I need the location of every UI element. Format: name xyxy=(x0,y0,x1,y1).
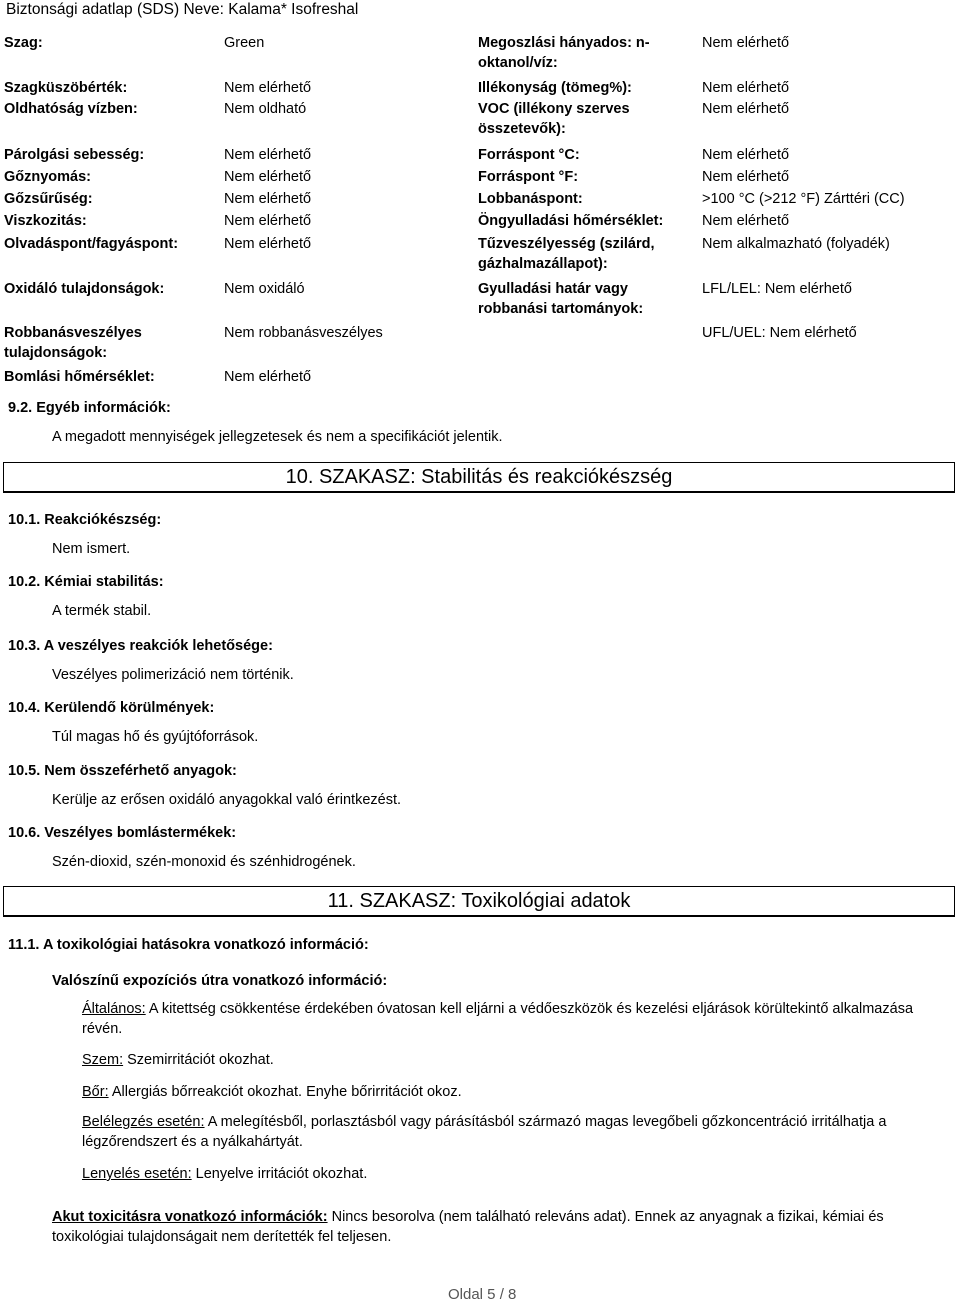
other-info-heading: 9.2. Egyéb információk: xyxy=(8,400,171,416)
exposure-heading: Valószínű expozíciós útra vonatkozó információ: xyxy=(52,973,388,989)
property-value: UFL/UEL: Nem elérhető xyxy=(702,325,857,341)
subsection-heading: 11.1. A toxikológiai hatásokra vonatkozó információ: xyxy=(8,937,369,953)
subsection-text: A termék stabil. xyxy=(52,603,152,619)
property-value: Nem elérhető xyxy=(702,147,790,163)
property-value: Nem elérhető xyxy=(224,169,312,185)
property-label: Forráspont °C: xyxy=(478,147,580,163)
subsection-heading: 10.3. A veszélyes reakciók lehetősége: xyxy=(8,638,273,654)
property-label: Párolgási sebesség: xyxy=(4,147,145,163)
subsection-heading: 10.1. Reakciókészség: xyxy=(8,512,162,528)
subsection-text: Nem ismert. xyxy=(52,541,131,557)
property-value: Nem elérhető xyxy=(224,80,312,96)
property-value: Nem elérhető xyxy=(702,169,790,185)
property-value: Nem oxidáló xyxy=(224,281,305,297)
property-value: Nem elérhető xyxy=(224,191,312,207)
exposure-item xyxy=(82,999,932,1039)
property-value: LFL/LEL: Nem elérhető xyxy=(702,281,852,297)
exposure-text: Allergiás bőrreakciót okozhat. Enyhe bőrirritációt okoz. xyxy=(111,1084,462,1100)
property-value: Nem elérhető xyxy=(702,35,790,51)
property-value: Nem elérhető xyxy=(702,101,790,117)
section-11-title: 11. SZAKASZ: Toxikológiai adatok xyxy=(327,890,631,912)
property-label: Gőzsűrűség: xyxy=(4,191,93,207)
acute-toxicity-label: Akut toxicitásra vonatkozó információk: xyxy=(52,1209,328,1225)
property-value: Nem elérhető xyxy=(224,369,312,385)
acute-toxicity-text: Nincs besorolva (nem található releváns adat). Ennek az anyagnak a fizikai, kémiai és toxikológiai tulajdonságait nem derítették fel teljesen. xyxy=(52,1209,884,1245)
property-label: Gőznyomás: xyxy=(4,169,92,185)
exposure-text: A kitettség csökkentése érdekében óvatosan kell eljárni a védőeszközök és kezelési eljárások körültekintő alkalmazása révén. xyxy=(82,1001,914,1037)
property-value: Nem robbanásveszélyes xyxy=(224,325,383,341)
exposure-label: Belélegzés esetén: xyxy=(82,1114,205,1130)
property-value: Nem oldható xyxy=(224,101,307,117)
exposure-label: Általános: xyxy=(82,1001,146,1017)
subsection-text: Kerülje az erősen oxidáló anyagokkal való érintkezést. xyxy=(52,792,402,808)
property-label: Gyulladási határ vagy robbanási tartományok: xyxy=(478,281,644,317)
property-label: Olvadáspont/fagyáspont: xyxy=(4,236,179,252)
document-title: Biztonsági adatlap (SDS) Neve: Kalama* Isofreshal xyxy=(6,1,359,18)
property-label: Robbanásveszélyes tulajdonságok: xyxy=(4,325,142,361)
property-label: Bomlási hőmérséklet: xyxy=(4,369,155,385)
property-label: Öngyulladási hőmérséklet: xyxy=(478,213,664,229)
exposure-item xyxy=(82,1164,932,1184)
property-label: Viszkozitás: xyxy=(4,213,87,229)
property-label: Illékonyság (tömeg%): xyxy=(478,80,632,96)
property-label: Lobbanáspont: xyxy=(478,191,583,207)
exposure-text: Szemirritációt okozhat. xyxy=(127,1052,274,1068)
subsection-text: Szén-dioxid, szén-monoxid és szénhidrogének. xyxy=(52,854,356,870)
subsection-heading: 10.2. Kémiai stabilitás: xyxy=(8,574,164,590)
section-11-box xyxy=(3,886,955,917)
exposure-item xyxy=(82,1050,932,1070)
other-info-text: A megadott mennyiségek jellegzetesek és nem a specifikációt jelentik. xyxy=(52,429,503,445)
acute-toxicity xyxy=(52,1207,932,1247)
property-label: Oldhatóság vízben: xyxy=(4,101,138,117)
property-label: Megoszlási hányados: n-oktanol/víz: xyxy=(478,35,650,71)
exposure-text: Lenyelve irritációt okozhat. xyxy=(195,1166,368,1182)
property-value: Nem elérhető xyxy=(702,213,790,229)
subsection-text: Túl magas hő és gyújtóforrások. xyxy=(52,729,259,745)
property-value: Nem elérhető xyxy=(224,213,312,229)
property-label: Szag: xyxy=(4,35,43,51)
page-number: Oldal 5 / 8 xyxy=(448,1286,517,1303)
exposure-label: Bőr: xyxy=(82,1084,109,1100)
property-label: Forráspont °F: xyxy=(478,169,579,185)
exposure-label: Lenyelés esetén: xyxy=(82,1166,192,1182)
property-value: Nem elérhető xyxy=(224,236,312,252)
exposure-text: A melegítésből, porlasztásból vagy párásításból származó magas levegőbeli gőzkoncentráció irritálhatja a légzőrendszert és a nyálkahártyát. xyxy=(82,1114,887,1150)
property-label: Tűzveszélyesség (szilárd, gázhalmazállapot): xyxy=(478,236,655,272)
exposure-item xyxy=(82,1112,932,1152)
subsection-heading: 10.6. Veszélyes bomlástermékek: xyxy=(8,825,237,841)
property-value: Nem elérhető xyxy=(224,147,312,163)
property-value: >100 °C (>212 °F) Zárttéri (CC) xyxy=(702,191,905,207)
property-label: VOC (illékony szerves összetevők): xyxy=(478,101,630,137)
subsection-heading: 10.4. Kerülendő körülmények: xyxy=(8,700,215,716)
exposure-label: Szem: xyxy=(82,1052,124,1068)
subsection-text: Veszélyes polimerizáció nem történik. xyxy=(52,667,294,683)
section-10-box xyxy=(3,462,955,493)
property-value: Nem elérhető xyxy=(702,80,790,96)
property-label: Oxidáló tulajdonságok: xyxy=(4,281,165,297)
property-value: Green xyxy=(224,35,265,51)
subsection-heading: 10.5. Nem összeférhető anyagok: xyxy=(8,763,237,779)
exposure-item xyxy=(82,1082,932,1102)
property-value: Nem alkalmazható (folyadék) xyxy=(702,236,890,252)
property-label: Szagküszöbérték: xyxy=(4,80,128,96)
section-10-title: 10. SZAKASZ: Stabilitás és reakciókészség xyxy=(285,466,673,488)
